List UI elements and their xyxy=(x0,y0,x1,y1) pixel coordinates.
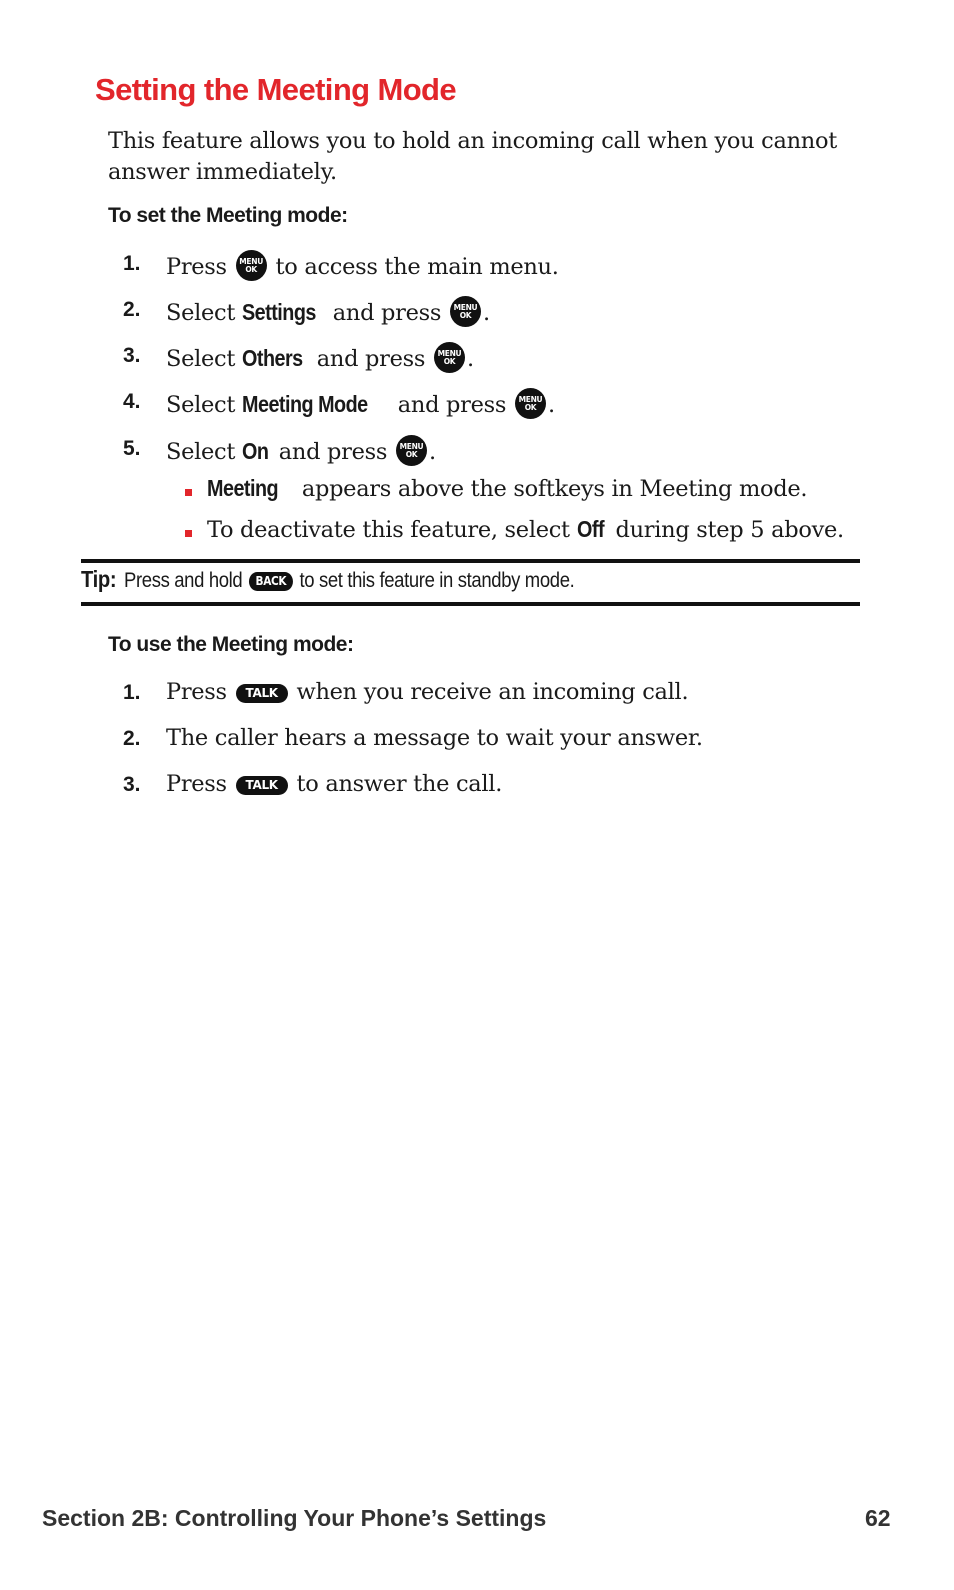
menu-ok-key-icon xyxy=(396,435,427,466)
step-number: 4. xyxy=(123,390,141,413)
step-number: 5. xyxy=(123,437,141,460)
step-text-post: . xyxy=(428,439,436,465)
bullet-text xyxy=(207,475,807,502)
menu-key-line2: OK xyxy=(443,357,456,366)
step-number: 2. xyxy=(123,727,141,750)
step-text: The caller hears a message to wait your answer. xyxy=(166,725,703,751)
set-mode-subheading: To set the Meeting mode: xyxy=(108,204,348,227)
menu-key-line2: OK xyxy=(459,311,472,320)
menu-keyword: Meeting xyxy=(207,475,279,501)
menu-keyword: On xyxy=(241,438,269,464)
step-text-post: . xyxy=(482,300,490,326)
tip-text-post: to set this feature in standby mode. xyxy=(294,569,574,592)
menu-key-line1: MENU xyxy=(399,442,424,451)
step-text xyxy=(166,388,555,419)
menu-key-line1: MENU xyxy=(518,395,543,404)
step-text-pre: Select xyxy=(166,300,242,326)
menu-key-line2: OK xyxy=(405,450,418,459)
bullet-square-icon xyxy=(185,530,192,537)
footer-page-number: 62 xyxy=(865,1505,891,1531)
menu-ok-key-icon xyxy=(450,296,481,327)
tip-text xyxy=(124,569,574,593)
step-text-pre: Select xyxy=(166,346,242,372)
step-text-post: to access the main menu. xyxy=(268,254,559,280)
step-number: 3. xyxy=(123,773,141,796)
step-text xyxy=(166,296,490,327)
step-text-pre: Press xyxy=(166,771,234,797)
page-title: Setting the Meeting Mode xyxy=(95,72,457,107)
intro-paragraph: This feature allows you to hold an incoming call when you cannot answer immediately. xyxy=(108,128,837,185)
menu-keyword: Off xyxy=(576,516,604,542)
talk-key-icon: TALK xyxy=(236,776,288,795)
menu-key-line2: OK xyxy=(524,403,537,412)
step-text-post: . xyxy=(466,346,474,372)
step-text-post: to answer the call. xyxy=(289,771,503,797)
step-text xyxy=(166,679,688,705)
menu-ok-key-icon xyxy=(236,250,267,281)
tip-text-pre: Press and hold xyxy=(123,569,247,592)
footer-section-title: Section 2B: Controlling Your Phone’s Settings xyxy=(42,1505,547,1531)
step-text xyxy=(166,435,436,466)
step-text xyxy=(166,342,474,373)
tip-top-rule xyxy=(81,559,860,563)
tip-bottom-rule xyxy=(81,602,860,606)
step-text-mid: and press xyxy=(390,392,513,418)
talk-key-icon: TALK xyxy=(236,684,288,703)
step-text-mid: and press xyxy=(271,439,394,465)
step-text-post: . xyxy=(547,392,555,418)
menu-key-line1: MENU xyxy=(453,303,478,312)
menu-keyword: Meeting Mode xyxy=(241,391,368,417)
bullet-text-pre: To deactivate this feature, select xyxy=(207,517,577,543)
step-text-pre: Select xyxy=(166,439,242,465)
step-text xyxy=(166,250,559,281)
step-text-pre: Press xyxy=(166,254,234,280)
bullet-square-icon xyxy=(185,489,192,496)
menu-key-line1: MENU xyxy=(239,257,264,266)
step-text-mid: and press xyxy=(325,300,448,326)
tip-label: Tip: xyxy=(81,566,117,592)
use-mode-subheading: To use the Meeting mode: xyxy=(108,633,354,656)
bullet-text xyxy=(207,516,844,543)
bullet-text-post: appears above the softkeys in Meeting mode. xyxy=(295,476,808,502)
step-number: 1. xyxy=(123,681,141,704)
step-text-pre: Select xyxy=(166,392,242,418)
menu-key-line2: OK xyxy=(245,265,257,274)
back-key-icon: BACK xyxy=(248,572,292,591)
step-number: 2. xyxy=(123,298,141,321)
tip-note xyxy=(81,566,635,593)
step-text xyxy=(166,771,502,797)
step-number: 3. xyxy=(123,344,141,367)
step-number: 1. xyxy=(123,252,141,275)
step-text-pre: Press xyxy=(166,679,234,705)
menu-ok-key-icon xyxy=(434,342,465,373)
menu-keyword: Others xyxy=(241,345,303,371)
step-text-mid: and press xyxy=(309,346,432,372)
bullet-text-post: during step 5 above. xyxy=(608,517,844,543)
menu-ok-key-icon xyxy=(515,388,546,419)
menu-keyword: Settings xyxy=(241,299,316,325)
menu-key-line1: MENU xyxy=(437,349,462,358)
step-text-post: when you receive an incoming call. xyxy=(289,679,689,705)
